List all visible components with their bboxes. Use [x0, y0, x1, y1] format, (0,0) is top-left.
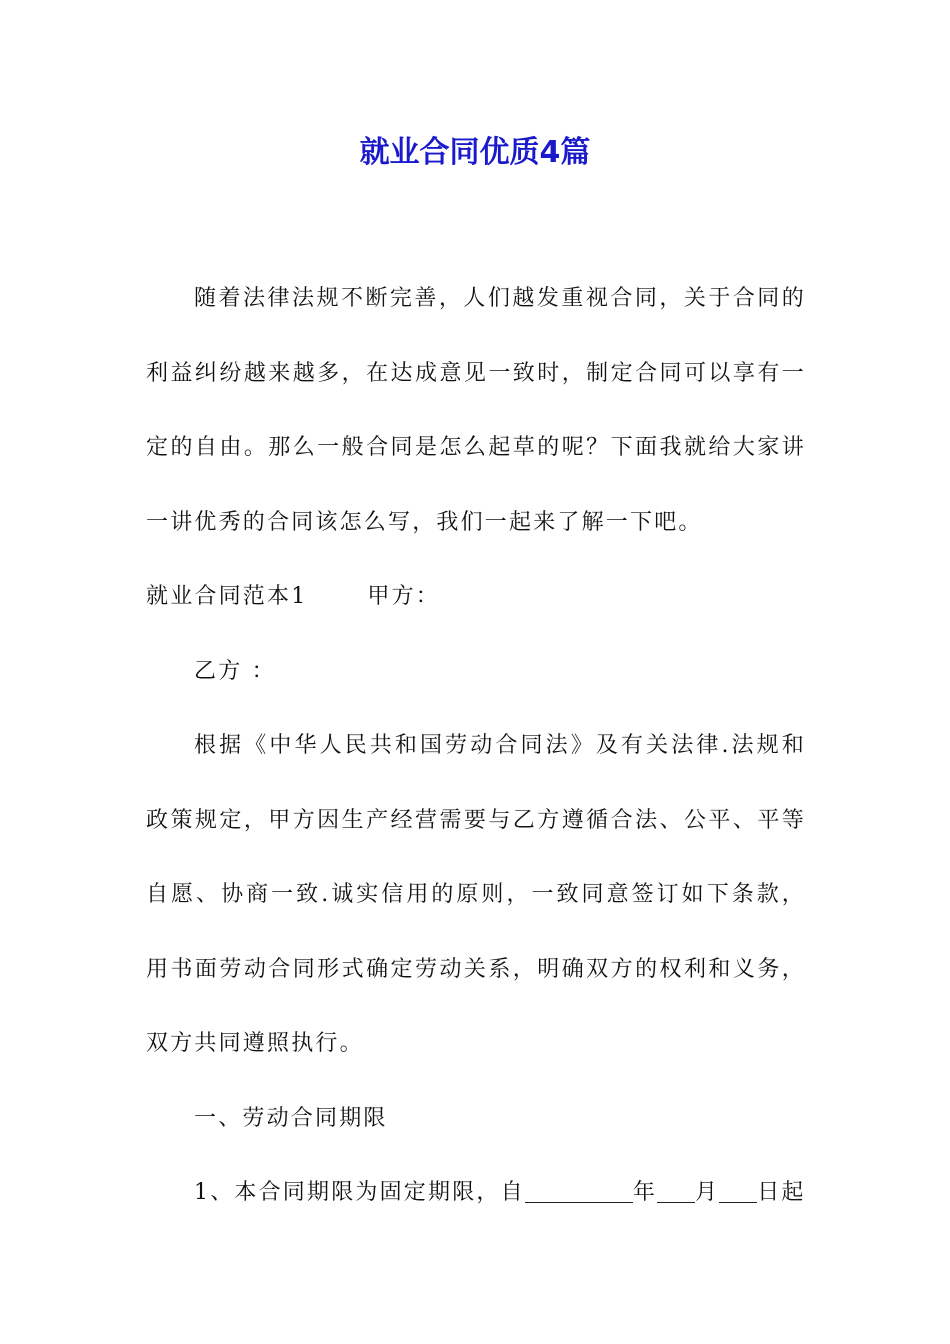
- year-blank[interactable]: [525, 1180, 633, 1203]
- section1-heading: 一、劳动合同期限: [194, 1105, 388, 1131]
- basis-paragraph: 根据《中华人民共和国劳动合同法》及有关法律.法规和政策规定，甲方因生产经营需要与乙方遵循合法、公平、平等自愿、协商一致.诚实信用的原则，一致同意签订如下条款，用书面劳动合同形式确定劳动关系，明确双方的权利和义务，双方共同遵照执行。: [146, 733, 806, 1056]
- year-label: 年: [632, 1180, 658, 1205]
- clause1-line: [146, 1156, 806, 1231]
- clause1-prefix: 1、本合同期限为固定期限，自: [194, 1180, 525, 1205]
- document-body: [146, 262, 806, 1231]
- party-a-label: 甲方：: [367, 584, 441, 609]
- month-label: 月: [695, 1180, 720, 1205]
- day-label: 日起: [757, 1180, 806, 1205]
- month-blank[interactable]: [657, 1180, 695, 1203]
- day-blank[interactable]: [719, 1180, 757, 1203]
- intro-paragraph: 随着法律法规不断完善，人们越发重视合同，关于合同的利益纠纷越来越多，在达成意见一致时，制定合同可以享有一定的自由。那么一般合同是怎么起草的呢？下面我就给大家讲一讲优秀的合同该怎么写，我们一起来了解一下吧。: [146, 286, 806, 535]
- document-title: 就业合同优质4篇: [359, 135, 591, 170]
- sample-heading-line: [146, 560, 806, 635]
- party-b-label: 乙方 ：: [194, 658, 276, 684]
- sample-heading: 就业合同范本1: [146, 584, 308, 609]
